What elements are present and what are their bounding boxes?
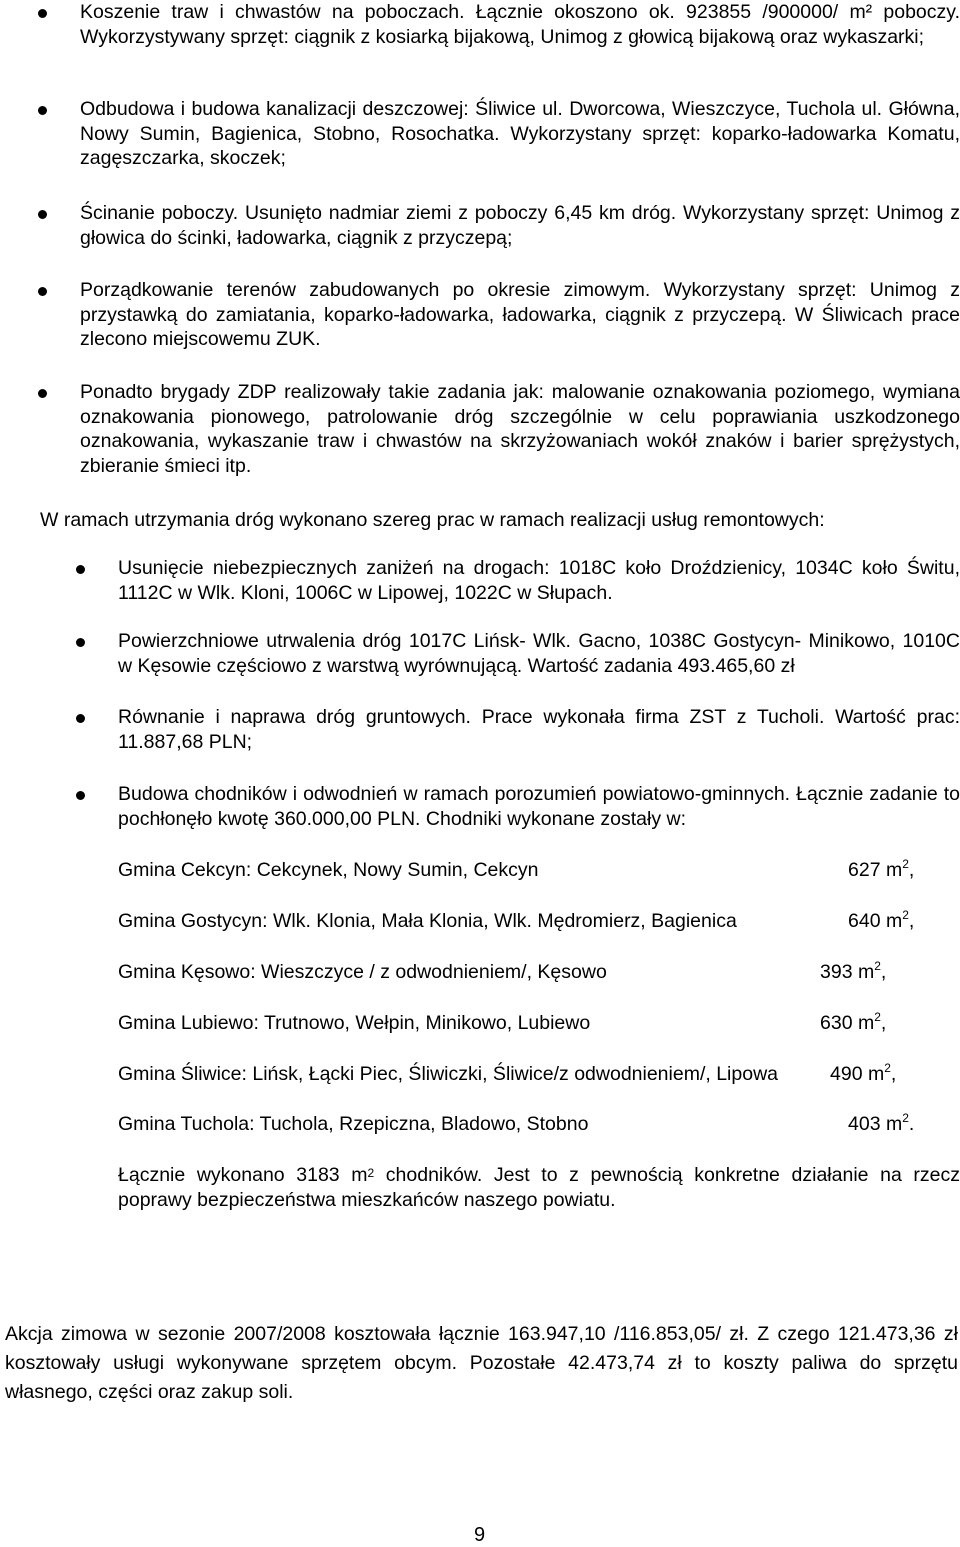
gmina-row <box>118 859 960 885</box>
list-item: Koszenie traw i chwastów na poboczach. Łącznie okoszono ok. 923855 /900000/ m² poboczy. Wykorzystywany sprzęt: ciągnik z kosiarką bijakową, Unimog z głowicą bijakową oraz wykaszarki; <box>80 1 960 48</box>
list-item: Ponadto brygady ZDP realizowały takie zadania jak: malowanie oznakowania poziomego, wymiana oznakowania pionowego, patrolowanie dróg szczególnie w celu poprawiania uszkodzonego oznakowania, wykaszanie traw i chwastów na skrzyżowaniach wokół znaków i barier sprężystych, zbieranie śmieci itp. <box>80 381 960 477</box>
gmina-name: Gmina Tuchola: Tuchola, Rzepiczna, Bladowo, Stobno <box>118 1113 589 1135</box>
gmina-area: 490 $m^2$, <box>830 1061 897 1085</box>
list-item: Usunięcie niebezpiecznych zaniżeń na drogach: 1018C koło Droździenicy, 1034C koło Świtu, 1112C w Wlk. Kloni, 1006C w Lipowej, 1022C w Słupach. <box>118 557 960 604</box>
gmina-name: Gmina Kęsowo: Wieszczyce / z odwodnieniem/, Kęsowo <box>118 961 607 983</box>
bullet-icon <box>38 287 47 296</box>
gmina-name: Gmina Śliwice: Lińsk, Łącki Piec, Śliwiczki, Śliwice/z odwodnieniem/, Lipowa <box>118 1063 779 1085</box>
bullet-icon <box>76 565 85 574</box>
bullet-icon <box>76 638 85 647</box>
gmina-row <box>118 910 960 936</box>
gmina-name: Gmina Gostycyn: Wlk. Klonia, Mała Klonia, Wlk. Mędromierz, Bagienica <box>118 910 737 932</box>
winter-paragraph: Akcja zimowa w sezonie 2007/2008 kosztowała łącznie 163.947,10 /116.853,05/ zł. Z czego 121.473,36 zł kosztowały usługi wykonywane sprzętem obcym. Pozostałe 42.473,74 zł to koszty paliwa do sprzętu własnego, części oraz zakup soli. <box>5 1323 958 1403</box>
gmina-area: 640 $m^2$, <box>848 908 915 932</box>
bullet-icon <box>76 791 85 800</box>
bullet-icon <box>38 210 47 219</box>
gmina-name: Gmina Cekcyn: Cekcynek, Nowy Sumin, Cekcyn <box>118 859 539 881</box>
gmina-name: Gmina Lubiewo: Trutnowo, Wełpin, Minikowo, Lubiewo <box>118 1012 591 1034</box>
gmina-area: 630 $m^2$, <box>820 1010 887 1034</box>
gmina-row <box>118 1012 960 1038</box>
list-item: Odbudowa i budowa kanalizacji deszczowej: Śliwice ul. Dworcowa, Wieszczyce, Tuchola ul. Główna, Nowy Sumin, Bagienica, Stobno, Rosochatka. Wykorzystany sprzęt: koparko-ładowarka Komatu, zagęszczarka, skoczek; <box>80 98 960 169</box>
bullet-icon <box>38 9 47 18</box>
list-item: Porządkowanie terenów zabudowanych po okresie zimowym. Wykorzystany sprzęt: Unimog z przystawką do zamiatania, koparko-ładowarka, ładowarka, ciągnik z przyczepą. W Śliwicach prace zlecono miejscowemu ZUK. <box>80 279 960 350</box>
summary-paragraph: Łącznie wykonano 3183 $m^2$ chodników. Jest to z pewnością konkretne działanie na rzecz poprawy bezpieczeństwa mieszkańców naszego powiatu. <box>118 1164 960 1211</box>
list-item: Powierzchniowe utrwalenia dróg 1017C Lińsk- Wlk. Gacno, 1038C Gostycyn- Minikowo, 1010C w Kęsowie częściowo z warstwą wyrównującą. Wartość zadania 493.465,60 zł <box>118 630 960 677</box>
bullet-icon <box>76 714 85 723</box>
gmina-row <box>118 1063 960 1089</box>
gmina-row <box>118 1113 960 1139</box>
list-item: Budowa chodników i odwodnień w ramach porozumień powiatowo-gminnych. Łącznie zadanie to pochłonęło kwotę 360.000,00 PLN. Chodniki wykonane zostały w: <box>118 783 960 830</box>
gmina-area: 403 $m^2$. <box>848 1111 915 1135</box>
bullet-icon <box>38 106 47 115</box>
section-intro: W ramach utrzymania dróg wykonano szereg prac w ramach realizacji usług remontowych: <box>40 509 825 531</box>
bullet-icon <box>38 389 47 398</box>
list-item: Ścinanie poboczy. Usunięto nadmiar ziemi z poboczy 6,45 km dróg. Wykorzystany sprzęt: Unimog z głowica do ścinki, ładowarka, ciągnik z przyczepą; <box>80 202 960 249</box>
gmina-area: 393 $m^2$, <box>820 959 887 983</box>
list-item: Równanie i naprawa dróg gruntowych. Prace wykonała firma ZST z Tucholi. Wartość prac: 11.887,68 PLN; <box>118 706 960 753</box>
page-number: 9 <box>474 1524 486 1546</box>
gmina-area: 627 $m^2$, <box>848 857 915 881</box>
gmina-row <box>118 961 960 987</box>
